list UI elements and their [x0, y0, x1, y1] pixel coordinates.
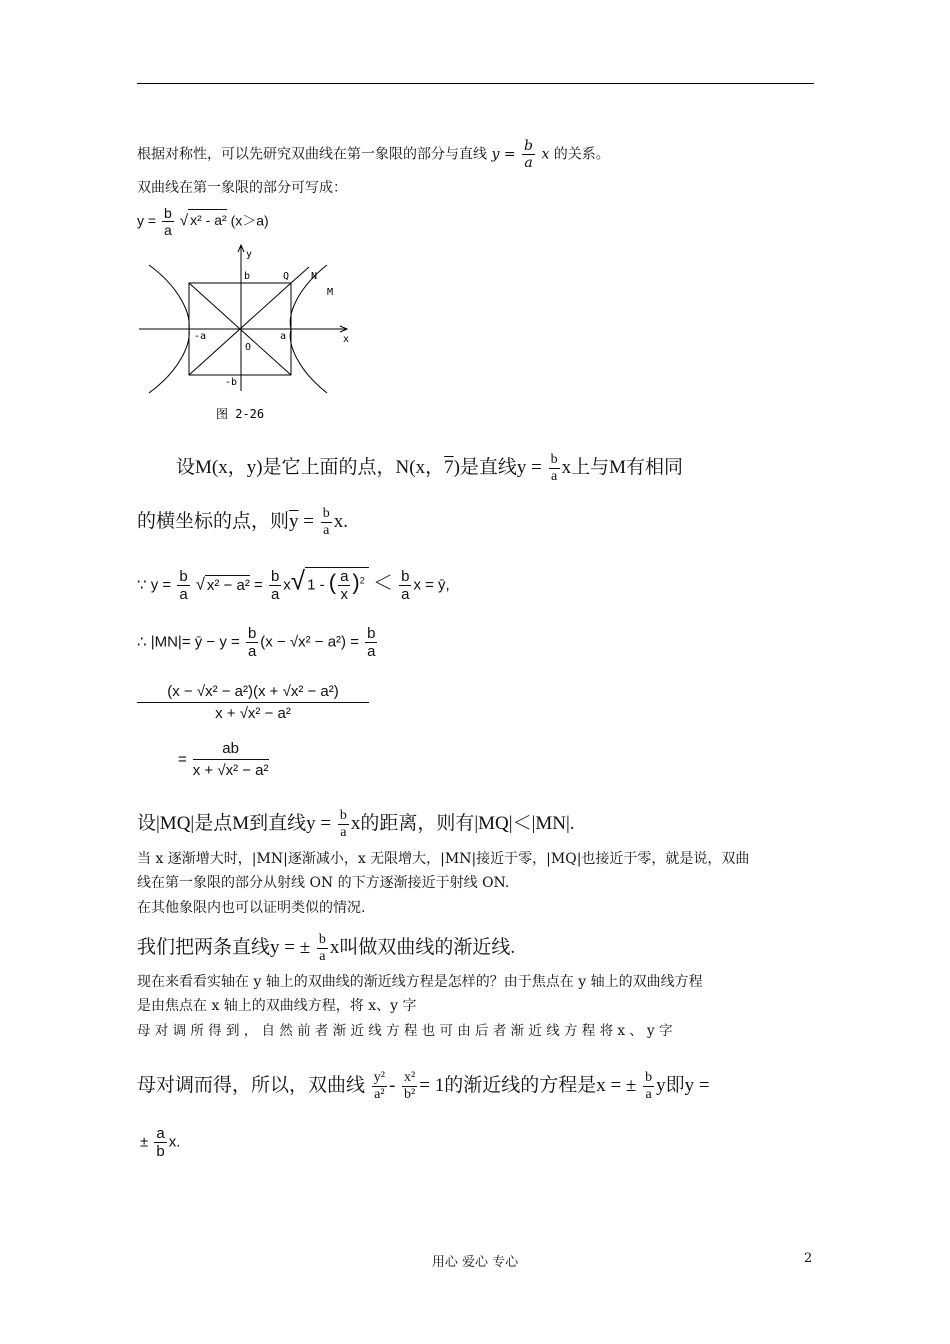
e2-num: b [321, 506, 332, 523]
e1-fraction [549, 452, 560, 485]
e3-frac3 [338, 568, 350, 604]
e9-num1: y² [372, 1070, 387, 1087]
e3-lt: ＜ [372, 572, 393, 595]
p1-num: b [524, 138, 533, 154]
hyperbola-figure [137, 243, 362, 428]
p1-den: a [524, 155, 533, 172]
label-a: a [280, 331, 287, 342]
e8-den: a [319, 949, 326, 965]
e4-den: a [247, 643, 257, 661]
p1-y: y [491, 146, 500, 163]
e3-num1: b [179, 568, 188, 585]
e9-frac1 [372, 1070, 387, 1103]
p1-x: x [541, 146, 550, 163]
e3-rad1: x² − a² [206, 576, 250, 594]
e9-minus: - [388, 1074, 396, 1096]
e3-frac4 [399, 568, 411, 604]
e3-sqrt1: √ [195, 575, 205, 594]
e1-den: a [551, 469, 558, 485]
e8-text2: x叫做双曲线的渐近线. [329, 936, 516, 958]
e6-fraction [193, 740, 269, 779]
f1-den: a [163, 222, 172, 239]
e3-sqrt2: √ [290, 565, 306, 596]
paragraph-2: 双曲线在第一象限的部分可写成： [137, 180, 347, 196]
e9-num3: b [643, 1070, 654, 1087]
e7-fraction [338, 808, 349, 841]
e9-text2: = 1的渐近线的方程是x = ± [419, 1074, 637, 1096]
paragraph-5-line3: 母 对 调 所 得 到 ， 自 然 前 者 渐 近 线 方 程 也 可 由 后 者 渐 近 线 方 程 将 x 、 y 字 [137, 1023, 673, 1039]
f1-sqrt-sign: √ [179, 212, 189, 230]
e4-mid: (x − √x² − a²) = [260, 633, 359, 651]
e8-fraction [317, 932, 328, 965]
e10-fraction [154, 1125, 166, 1161]
label-neg-b: -b [225, 377, 238, 388]
e3-den2: a [270, 586, 280, 604]
figure-caption: 图 2-26 [216, 407, 265, 421]
label-y: y [246, 249, 253, 260]
e9-frac2 [402, 1070, 417, 1103]
f1-radicand: x² - a² [188, 209, 227, 230]
label-Q: Q [283, 271, 290, 282]
e3-eq1: = [254, 576, 263, 594]
e3-inner-one: 1 - [307, 576, 325, 594]
e2-den: a [323, 523, 330, 539]
e2-text2: x. [333, 510, 348, 532]
page-footer: 用心 爱心 专心 [431, 1255, 519, 1270]
label-M: M [327, 287, 334, 298]
e3-den3: x [340, 586, 348, 604]
equation-8 [137, 932, 515, 965]
e2-text1: 的横坐标的点，则 [137, 510, 290, 532]
e4-frac2 [365, 625, 377, 661]
equation-9 [137, 1070, 710, 1103]
equation-3 [137, 567, 450, 604]
e7-text1: 设|MQ|是点M到直线y = [137, 812, 332, 834]
label-b: b [244, 271, 251, 282]
equation-10 [140, 1125, 180, 1161]
e9-text1: 母对调而得，所以，双曲线 [137, 1074, 366, 1096]
paragraph-3-line2: 线在第一象限的部分从射线 ON 的下方逐渐接近于射线 ON. [137, 875, 510, 891]
paragraph-1 [137, 138, 610, 171]
f1-num: b [163, 205, 172, 221]
e6-num: ab [193, 740, 269, 760]
e7-text2: x的距离，则有|MQ|＜|MN|. [350, 812, 575, 834]
e1-num: b [549, 452, 560, 469]
equation-4 [137, 625, 379, 661]
e10-tail: x. [168, 1133, 181, 1151]
e3-frac1 [177, 568, 189, 604]
equation-7 [137, 808, 575, 841]
e3-num3: a [340, 568, 349, 585]
e3-rad2: 1 - ( $\frac{a}{x}$ )$^2$ [305, 567, 369, 604]
e3-rparen: ) [352, 569, 360, 595]
label-N: N [311, 271, 318, 282]
e8-num: b [317, 932, 328, 949]
e5-num: (x − √x² − a²)(x + √x² − a²) [137, 683, 369, 703]
e8-text1: 我们把两条直线y = ± [137, 936, 311, 958]
e10-num: a [156, 1125, 165, 1142]
e3-x: x [283, 576, 291, 594]
e3-num2: b [270, 568, 280, 585]
e7-num: b [338, 808, 349, 825]
e1-text1: 设M(x，y)是它上面的点，N(x， [176, 456, 445, 478]
e3-lead: ∵ y = [137, 576, 172, 594]
paragraph-4: 在其他象限内也可以证明类似的情况. [137, 900, 366, 916]
e3-den4: a [401, 586, 410, 604]
e3-den1: a [179, 586, 188, 604]
e9-frac3 [643, 1070, 654, 1103]
p1-fraction [522, 138, 535, 171]
e1-text2: )是直线y = [453, 456, 542, 478]
e3-tail: x = ȳ, [413, 576, 450, 594]
header-rule [137, 83, 814, 84]
label-O: O [245, 342, 252, 353]
p1-after: 的关系。 [553, 146, 610, 163]
e3-frac2 [269, 568, 281, 604]
formula-1 [137, 205, 269, 238]
e3-lparen: ( [328, 569, 337, 595]
e9-text3: y即y = [656, 1074, 710, 1096]
e6-eq: = [178, 751, 187, 768]
e9-den1: a² [374, 1087, 385, 1103]
label-x: x [343, 334, 350, 345]
e4-den2: a [367, 643, 376, 661]
e5-den: x + √x² − a² [215, 705, 291, 722]
p1-eq: = [503, 146, 516, 163]
paragraph-5-line1: 现在来看看实轴在 y 轴上的双曲线的渐近线方程是怎样的？由于焦点在 y 轴上的双曲线方程 [137, 974, 703, 990]
e7-den: a [340, 825, 347, 841]
f1-lhs: y = [137, 212, 157, 229]
f1-condition: (x＞a) [230, 212, 269, 229]
e9-num2: x² [402, 1070, 417, 1087]
p1-text: 根据对称性，可以先研究双曲线在第一象限的部分与直线 [137, 146, 487, 163]
e3-num4: b [401, 568, 410, 585]
e4-lead: ∴ |MN|= ȳ − y = [137, 633, 240, 651]
e9-den3: a [645, 1087, 652, 1103]
e1-ybar: 7 [444, 456, 454, 478]
equation-5 [137, 683, 369, 722]
e10-den: b [156, 1143, 165, 1161]
e2-eq: = [303, 510, 314, 532]
e4-num: b [247, 625, 257, 642]
label-neg-a: -a [194, 331, 207, 342]
e2-ybar: $\overline{y}$ [289, 510, 299, 532]
f1-fraction [162, 205, 174, 238]
e9-den2: b² [404, 1087, 416, 1103]
e1-text3: x上与M有相同 [561, 456, 684, 478]
paragraph-5-line2: 是由焦点在 x 轴上的双曲线方程，将 x、y 字 [137, 998, 417, 1014]
e4-num2: b [367, 625, 376, 642]
e10-pm: ± [140, 1133, 149, 1151]
e2-fraction [321, 506, 332, 539]
equation-6 [178, 740, 269, 779]
page-number: 2 [804, 1251, 813, 1266]
line-on-extension [291, 267, 309, 283]
paragraph-3-line1: 当 x 逐渐增大时，|MN|逐渐减小，x 无限增大，|MN|接近于零，|MQ|也接近于零，就是说，双曲 [137, 851, 750, 867]
e4-frac1 [246, 625, 258, 661]
equation-2 [137, 506, 348, 539]
e6-den: x + √x² − a² [192, 762, 269, 779]
equation-1 [176, 452, 683, 485]
